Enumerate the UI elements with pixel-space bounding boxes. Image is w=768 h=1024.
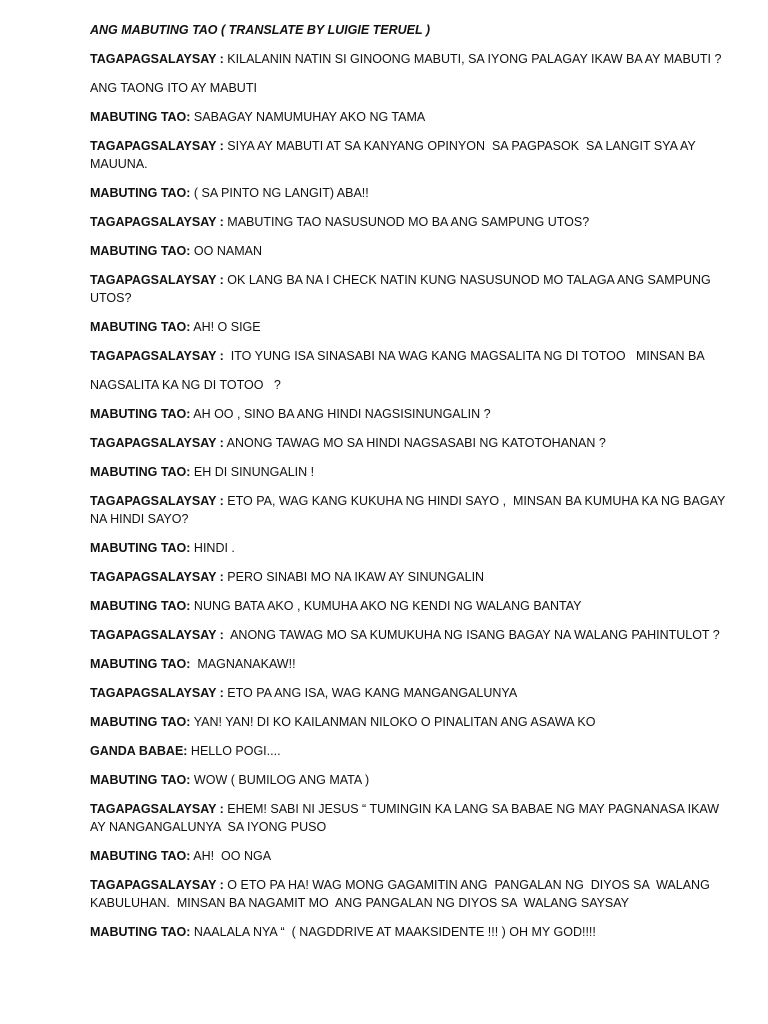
speaker-label: TAGAPAGSALAYSAY : <box>90 802 224 816</box>
dialogue-line <box>90 79 730 97</box>
dialogue-line <box>90 684 730 702</box>
dialogue-line <box>90 923 730 941</box>
dialogue-text: YAN! YAN! DI KO KAILANMAN NILOKO O PINALITAN ANG ASAWA KO <box>190 715 596 729</box>
document-title: ANG MABUTING TAO ( TRANSLATE BY LUIGIE TERUEL ) <box>90 23 431 37</box>
dialogue-line <box>90 876 730 912</box>
dialogue-text: AH! OO NGA <box>190 849 272 863</box>
speaker-label: TAGAPAGSALAYSAY : <box>90 494 224 508</box>
speaker-label: TAGAPAGSALAYSAY : <box>90 878 224 892</box>
dialogue-line <box>90 318 730 336</box>
speaker-label: MABUTING TAO: <box>90 320 191 334</box>
dialogue-text: ANONG TAWAG MO SA KUMUKUHA NG ISANG BAGAY NA WALANG PAHINTULOT ? <box>223 628 720 642</box>
dialogue-text: KILALANIN NATIN SI GINOONG MABUTI, SA IYONG PALAGAY IKAW BA AY MABUTI ? <box>223 52 722 66</box>
dialogue-line <box>90 50 730 68</box>
speaker-label: MABUTING TAO: <box>90 465 191 479</box>
dialogue-text: ITO YUNG ISA SINASABI NA WAG KANG MAGSALITA NG DI TOTOO MINSAN BA <box>223 349 705 363</box>
speaker-label: GANDA BABAE: <box>90 744 188 758</box>
dialogue-text: ETO PA, WAG KANG KUKUHA NG HINDI SAYO , MINSAN BA KUMUHA KA NG BAGAY NA HINDI SAYO? <box>90 494 729 526</box>
dialogue-line <box>90 184 730 202</box>
speaker-label: MABUTING TAO: <box>90 244 191 258</box>
dialogue-text: O ETO PA HA! WAG MONG GAGAMITIN ANG PANGALAN NG DIYOS SA WALANG KABULUHAN. MINSAN BA NAGAMIT MO ANG PANGALAN NG DIYOS SA WALANG SAYSAY <box>90 878 714 910</box>
speaker-label: TAGAPAGSALAYSAY : <box>90 349 224 363</box>
speaker-label: TAGAPAGSALAYSAY : <box>90 273 224 287</box>
speaker-label: TAGAPAGSALAYSAY : <box>90 52 224 66</box>
speaker-label: TAGAPAGSALAYSAY : <box>90 570 224 584</box>
dialogue-text: HINDI . <box>190 541 235 555</box>
dialogue-text: SABAGAY NAMUMUHAY AKO NG TAMA <box>190 110 426 124</box>
dialogue-line <box>90 492 730 528</box>
dialogue-line <box>90 713 730 731</box>
speaker-label: TAGAPAGSALAYSAY : <box>90 436 224 450</box>
speaker-label: TAGAPAGSALAYSAY : <box>90 686 224 700</box>
dialogue-text: PERO SINABI MO NA IKAW AY SINUNGALIN <box>223 570 485 584</box>
dialogue-line <box>90 434 730 452</box>
speaker-label: MABUTING TAO: <box>90 715 191 729</box>
speaker-label: MABUTING TAO: <box>90 110 191 124</box>
speaker-label: MABUTING TAO: <box>90 773 191 787</box>
speaker-label: MABUTING TAO: <box>90 849 191 863</box>
dialogue-text: NUNG BATA AKO , KUMUHA AKO NG KENDI NG WALANG BANTAY <box>190 599 582 613</box>
speaker-label: MABUTING TAO: <box>90 541 191 555</box>
dialogue-text: OK LANG BA NA I CHECK NATIN KUNG NASUSUNOD MO TALAGA ANG SAMPUNG UTOS? <box>90 273 715 305</box>
dialogue-text: HELLO POGI.... <box>187 744 281 758</box>
dialogue-text: MAGNANAKAW!! <box>190 657 296 671</box>
dialogue-line <box>90 800 730 836</box>
dialogue-text: AH OO , SINO BA ANG HINDI NAGSISINUNGALIN ? <box>190 407 491 421</box>
dialogue-text: OO NAMAN <box>190 244 262 258</box>
dialogue-line <box>90 347 730 365</box>
dialogue-line <box>90 137 730 173</box>
dialogue-text: WOW ( BUMILOG ANG MATA ) <box>190 773 370 787</box>
dialogue-text: NAALALA NYA “ ( NAGDDRIVE AT MAAKSIDENTE !!! ) OH MY GOD!!!! <box>190 925 596 939</box>
speaker-label: MABUTING TAO: <box>90 657 191 671</box>
dialogue-line <box>90 568 730 586</box>
dialogue-line <box>90 376 730 394</box>
speaker-label: TAGAPAGSALAYSAY : <box>90 215 224 229</box>
speaker-label: MABUTING TAO: <box>90 925 191 939</box>
dialogue-line <box>90 405 730 423</box>
dialogue-text: NAGSALITA KA NG DI TOTOO ? <box>90 378 281 392</box>
dialogue-line <box>90 655 730 673</box>
dialogue-line <box>90 242 730 260</box>
dialogue-line <box>90 771 730 789</box>
speaker-label: MABUTING TAO: <box>90 599 191 613</box>
speaker-label: TAGAPAGSALAYSAY : <box>90 139 224 153</box>
dialogue-lines <box>90 50 730 941</box>
dialogue-line <box>90 539 730 557</box>
dialogue-text: ETO PA ANG ISA, WAG KANG MANGANGALUNYA <box>223 686 518 700</box>
dialogue-text: EHEM! SABI NI JESUS “ TUMINGIN KA LANG SA BABAE NG MAY PAGNANASA IKAW AY NANGANGALUNYA SA IYONG PUSO <box>90 802 722 834</box>
dialogue-line <box>90 597 730 615</box>
dialogue-text: ANG TAONG ITO AY MABUTI <box>90 81 257 95</box>
dialogue-line <box>90 463 730 481</box>
speaker-label: TAGAPAGSALAYSAY : <box>90 628 224 642</box>
document-page <box>90 21 730 952</box>
dialogue-text: ( SA PINTO NG LANGIT) ABA!! <box>190 186 369 200</box>
dialogue-line <box>90 213 730 231</box>
dialogue-line <box>90 626 730 644</box>
dialogue-text: MABUTING TAO NASUSUNOD MO BA ANG SAMPUNG UTOS? <box>223 215 590 229</box>
dialogue-line <box>90 271 730 307</box>
dialogue-text: AH! O SIGE <box>190 320 261 334</box>
dialogue-line <box>90 108 730 126</box>
dialogue-text: SIYA AY MABUTI AT SA KANYANG OPINYON SA PAGPASOK SA LANGIT SYA AY MAUUNA. <box>90 139 700 171</box>
dialogue-text: EH DI SINUNGALIN ! <box>190 465 315 479</box>
dialogue-text: ANONG TAWAG MO SA HINDI NAGSASABI NG KATOTOHANAN ? <box>223 436 606 450</box>
dialogue-line <box>90 847 730 865</box>
speaker-label: MABUTING TAO: <box>90 186 191 200</box>
dialogue-line <box>90 742 730 760</box>
speaker-label: MABUTING TAO: <box>90 407 191 421</box>
